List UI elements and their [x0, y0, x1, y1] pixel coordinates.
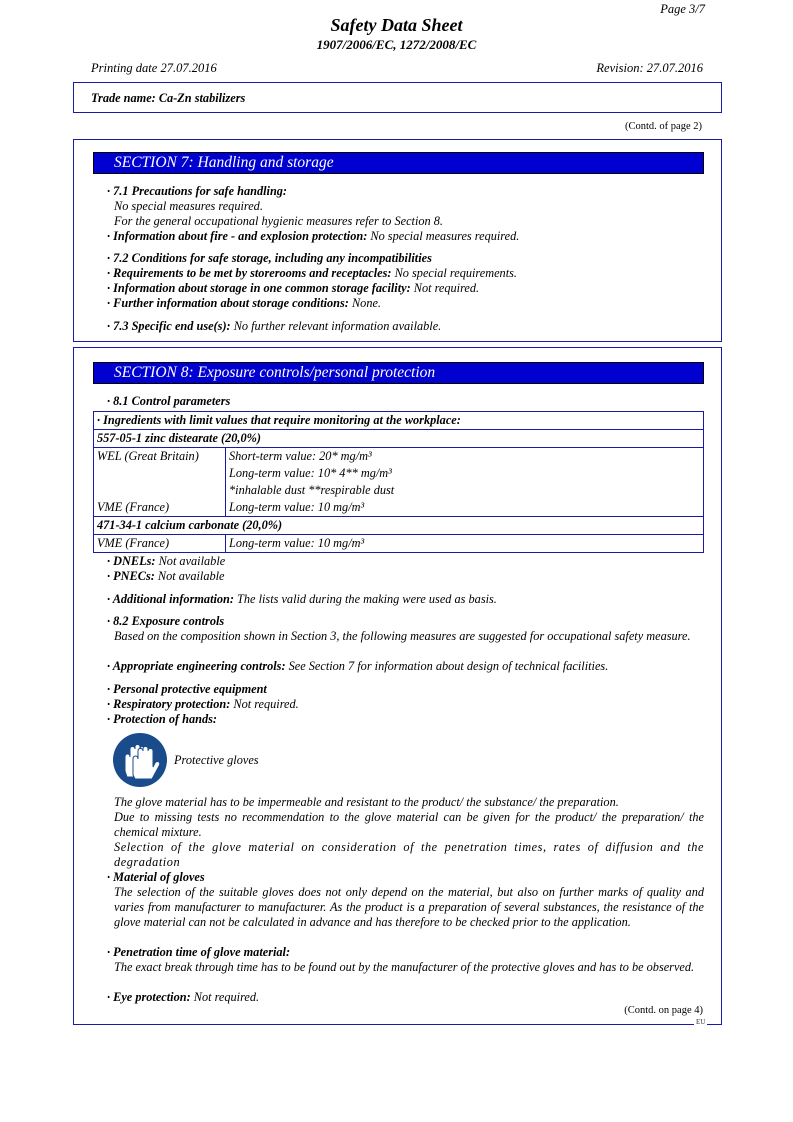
s7-1-line1: No special measures required.	[114, 199, 263, 213]
s8-hands-label: · Protection of hands:	[107, 712, 217, 726]
trade-name-box	[73, 82, 722, 113]
ingredient-2-vme-label: VME (France)	[94, 535, 226, 553]
s7-fire-protection: · Information about fire - and explosion protection: No special measures required.	[107, 229, 520, 243]
contd-next: (Contd. on page 4)	[624, 1005, 703, 1016]
ingredient-2-name: 471-34-1 calcium carbonate (20,0%)	[94, 517, 704, 535]
s8-dnels: · DNELs: Not available	[107, 554, 226, 568]
printing-date: Printing date 27.07.2016	[91, 61, 217, 75]
limit-values-table	[93, 411, 704, 553]
ingredient-1-wel-label: WEL (Great Britain)	[94, 448, 226, 500]
s8-1-label: · 8.1 Control parameters	[107, 394, 231, 408]
glove-paragraph-3: Selection of the glove material on consideration of the penetration times, rates of diffusion and the degradation	[114, 840, 704, 870]
glove-paragraph-1: The glove material has to be impermeable and resistant to the product/ the substance/ the preparation.	[114, 795, 619, 809]
s8-2-text: Based on the composition shown in Section 3, the following measures are suggested for occupational safety measure.	[114, 629, 691, 643]
material-of-gloves-label: · Material of gloves	[107, 870, 205, 884]
document-subtitle: 1907/2006/EC, 1272/2008/EC	[316, 37, 477, 52]
s8-additional-info: · Additional information: The lists valid during the making were used as basis.	[107, 592, 497, 606]
s7-3-end-use: · 7.3 Specific end use(s): No further relevant information available.	[107, 319, 442, 333]
ingredient-1-name: 557-05-1 zinc distearate (20,0%)	[94, 430, 704, 448]
s7-1-line2: For the general occupational hygienic measures refer to Section 8.	[114, 214, 443, 228]
section-7-header: SECTION 7: Handling and storage	[93, 152, 704, 174]
ingredient-2-vme-value: Long-term value: 10 mg/m³	[226, 535, 704, 553]
s8-eye-protection: · Eye protection: Not required.	[107, 990, 260, 1004]
glove-caption: Protective gloves	[174, 753, 259, 767]
s8-respiratory: · Respiratory protection: Not required.	[107, 697, 299, 711]
s7-2-label: · 7.2 Conditions for safe storage, including any incompatibilities	[107, 251, 432, 265]
trade-name: Trade name: Ca-Zn stabilizers	[91, 91, 246, 105]
penetration-time-text: The exact break through time has to be found out by the manufacturer of the protective gloves and has to be observed.	[114, 960, 695, 974]
s7-further-storage: · Further information about storage conditions: None.	[107, 296, 382, 310]
eu-tag: EU	[696, 1018, 706, 1026]
protective-gloves-icon	[113, 733, 167, 787]
s7-common-storage: · Information about storage in one common storage facility: Not required.	[107, 281, 480, 295]
s8-ppe-label: · Personal protective equipment	[107, 682, 267, 696]
section-8-header: SECTION 8: Exposure controls/personal protection	[93, 362, 704, 384]
revision-date: Revision: 27.07.2016	[596, 61, 703, 75]
s8-2-label: · 8.2 Exposure controls	[107, 614, 225, 628]
contd-previous: (Contd. of page 2)	[625, 121, 702, 132]
s8-engineering-controls: · Appropriate engineering controls: See Section 7 for information about design of technical facilities.	[107, 659, 609, 673]
limit-table-header: · Ingredients with limit values that require monitoring at the workplace:	[94, 412, 704, 430]
ingredient-1-wel-values: Short-term value: 20* mg/m³ Long-term value: 10* 4** mg/m³ *inhalable dust **respirable dust	[226, 448, 704, 500]
s7-1-label: · 7.1 Precautions for safe handling:	[107, 184, 288, 198]
ingredient-1-vme-value: Long-term value: 10 mg/m³	[226, 499, 704, 517]
ingredient-1-vme-label: VME (France)	[94, 499, 226, 517]
material-of-gloves-text: The selection of the suitable gloves does not only depend on the material, but also on further marks of quality and varies from manufacturer to manufacturer. As the product is a preparation of several substances, the resistance of the glove material can not be calculated in advance and has therefore to be checked prior to the application.	[114, 885, 704, 930]
page-number: Page 3/7	[660, 2, 705, 16]
glove-paragraph-2: Due to missing tests no recommendation to the glove material can be given for the product/ the preparation/ the chemical mixture.	[114, 810, 704, 840]
s7-storerooms: · Requirements to be met by storerooms and receptacles: No special requirements.	[107, 266, 517, 280]
penetration-time-label: · Penetration time of glove material:	[107, 945, 291, 959]
s8-pnecs: · PNECs: Not available	[107, 569, 225, 583]
document-title: Safety Data Sheet	[330, 15, 463, 35]
